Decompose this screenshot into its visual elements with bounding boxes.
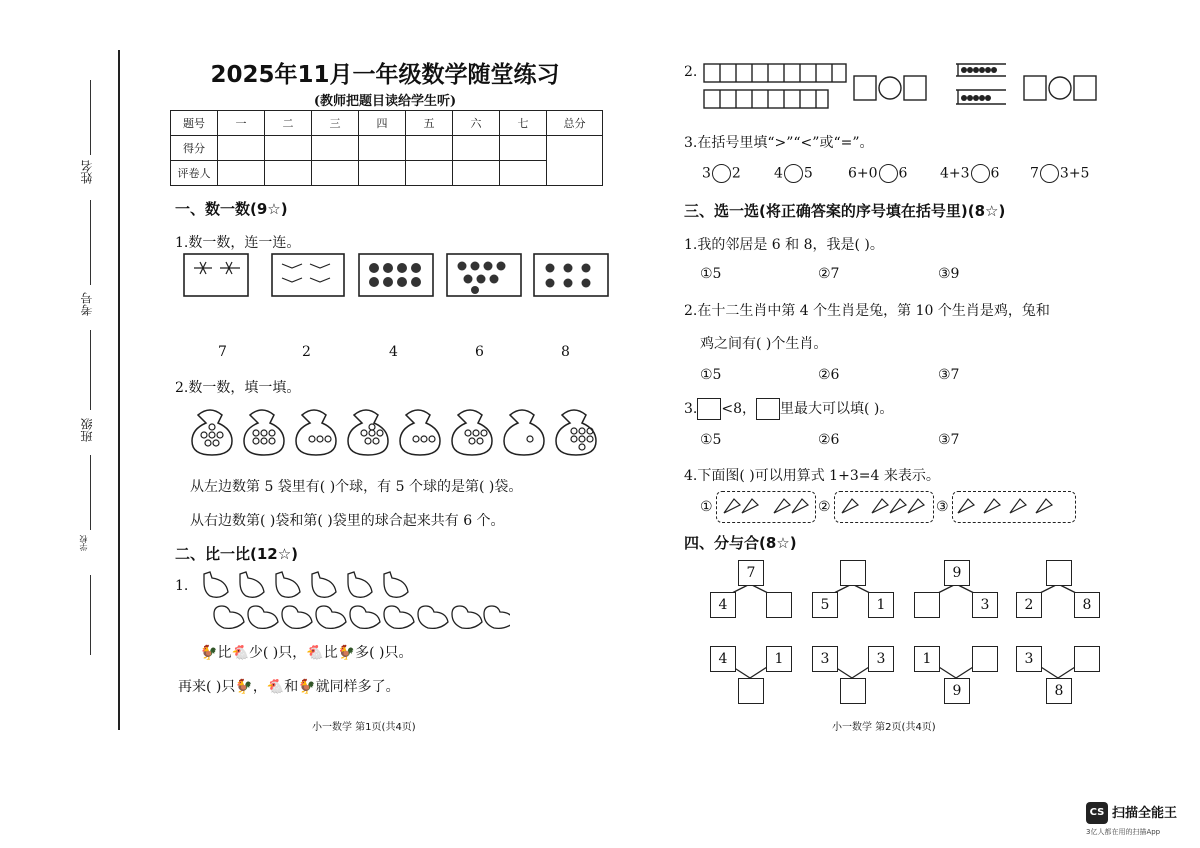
part-box[interactable]: 2 (1016, 592, 1042, 618)
option: ③7 (938, 367, 960, 383)
s1-q2-line1: 从左边数第 5 袋里有( )个球，有 5 个球的是第( )袋。 (190, 479, 523, 495)
count-number: 6 (475, 344, 484, 360)
option: ①5 (700, 367, 722, 383)
part-box[interactable]: 4 (710, 592, 736, 618)
part-box[interactable]: 8 (1074, 592, 1100, 618)
total-box[interactable]: 8 (1046, 678, 1072, 704)
compare-item: 7 3+5 (1030, 165, 1090, 182)
part-box[interactable] (1074, 646, 1100, 672)
part-box[interactable]: 1 (868, 592, 894, 618)
part-box[interactable]: 4 (710, 646, 736, 672)
part-box[interactable] (914, 592, 940, 618)
part-box[interactable] (766, 592, 792, 618)
s3-q1: 1.我的邻居是 6 和 8，我是( )。 (684, 237, 884, 253)
option: ③ (936, 499, 949, 515)
brand-tagline: 3亿人都在用的扫描App (1086, 828, 1161, 836)
part-box[interactable]: 3 (1016, 646, 1042, 672)
hen-icon: 🐔 (306, 645, 324, 661)
option: ②6 (818, 367, 840, 383)
extra-line (90, 575, 91, 655)
school-label: 学校 (79, 535, 88, 551)
section2-heading: 二、比一比(12☆) (175, 545, 299, 563)
total-box[interactable] (840, 560, 866, 586)
section4-heading: 四、分与合(8☆) (684, 534, 797, 552)
option: ①5 (700, 266, 722, 282)
ball-bags (190, 405, 600, 457)
s1-q1-text: 1.数一数，连一连。 (175, 235, 301, 251)
total-box[interactable]: 7 (738, 560, 764, 586)
score-header-cell: 一 (218, 111, 265, 136)
total-box[interactable] (1046, 560, 1072, 586)
score-header-cell: 题号 (171, 111, 218, 136)
count-number: 8 (561, 344, 570, 360)
count-number: 7 (218, 344, 227, 360)
count-number: 2 (302, 344, 311, 360)
picture-boxes (182, 252, 612, 300)
part-box[interactable] (972, 646, 998, 672)
part-box[interactable]: 3 (972, 592, 998, 618)
option: ③9 (938, 266, 960, 282)
brand-name: 扫描全能王 (1112, 806, 1178, 821)
name-label: 姓名 (80, 160, 94, 184)
part-box[interactable]: 3 (812, 646, 838, 672)
compare-item: 3 2 (702, 165, 741, 182)
count-number: 4 (389, 344, 398, 360)
hen-icon: 🐔 (266, 679, 285, 695)
exam-number-label: 考号 (80, 292, 94, 316)
s2-q1-number: 1. (175, 578, 189, 594)
school-line (90, 455, 91, 530)
option: ② (818, 499, 831, 515)
shuttlecock-icons (720, 495, 1080, 519)
score-header-cell: 七 (500, 111, 547, 136)
s3-q2a: 2.在十二生肖中第 4 个生肖是兔，第 10 个生肖是鸡，兔和 (684, 303, 1050, 319)
score-header-cell: 总分 (547, 111, 603, 136)
camscanner-logo-icon: CS (1086, 802, 1108, 824)
score-header-cell: 三 (312, 111, 359, 136)
binding-line (118, 50, 120, 730)
option: ②6 (818, 432, 840, 448)
part-box[interactable]: 3 (868, 646, 894, 672)
s1-q2-text: 2.数一数，填一填。 (175, 380, 301, 396)
rooster-hen-rows (200, 570, 510, 634)
footer-left: 小一数学 第1页(共4页) (312, 722, 416, 733)
score-header-cell: 五 (406, 111, 453, 136)
rooster-icon: 🐓 (200, 645, 218, 661)
part-box[interactable]: 5 (812, 592, 838, 618)
cubes-and-abacus (702, 60, 1112, 116)
score-row-label: 评卷人 (171, 161, 218, 186)
score-table (170, 110, 603, 186)
score-row-label: 得分 (171, 136, 218, 161)
r-q3-text: 3.在括号里填“>”“<”或“=”。 (684, 135, 874, 151)
s3-q4: 4.下面图( )可以用算式 1+3=4 来表示。 (684, 468, 940, 484)
total-box[interactable]: 9 (944, 678, 970, 704)
compare-item: 6+0 6 (848, 165, 908, 182)
class-line (90, 330, 91, 410)
rooster-icon: 🐓 (298, 679, 316, 695)
option: ②7 (818, 266, 840, 282)
score-header-cell: 四 (359, 111, 406, 136)
rooster-icon: 🐓 (235, 679, 253, 695)
option: ① (700, 499, 713, 515)
total-box[interactable] (840, 678, 866, 704)
total-box[interactable]: 9 (944, 560, 970, 586)
hen-icon: 🐔 (231, 645, 249, 661)
s3-q3: 3. <8， 里最大可以填( )。 (684, 398, 893, 420)
part-box[interactable]: 1 (766, 646, 792, 672)
part-box[interactable]: 1 (914, 646, 940, 672)
number-line (90, 200, 91, 285)
section3-heading: 三、选一选(将正确答案的序号填在括号里)(8☆) (684, 202, 1006, 220)
s3-q2b: 鸡之间有( )个生肖。 (700, 336, 828, 352)
option: ③7 (938, 432, 960, 448)
s2-line2: 再来( )只🐓，🐔和🐓就同样多了。 (178, 679, 400, 695)
name-line (90, 80, 91, 155)
score-header-cell: 二 (265, 111, 312, 136)
page-subtitle: (教师把题目读给学生听) (313, 94, 457, 109)
section1-heading: 一、数一数(9☆) (175, 200, 288, 218)
s2-line1: 🐓比🐔少( )只，🐔比🐓多( )只。 (200, 645, 413, 661)
compare-item: 4+3 6 (940, 165, 1000, 182)
option: ①5 (700, 432, 722, 448)
footer-right: 小一数学 第2页(共4页) (832, 722, 936, 733)
score-header-cell: 六 (453, 111, 500, 136)
page-title: 2025年11月一年级数学随堂练习 (210, 62, 560, 88)
r-q2-number: 2. (684, 64, 698, 80)
total-box[interactable] (738, 678, 764, 704)
rooster-icon: 🐓 (337, 645, 356, 661)
compare-item: 4 5 (774, 165, 813, 182)
class-label: 班级 (80, 418, 94, 442)
s1-q2-line2: 从右边数第( )袋和第( )袋里的球合起来共有 6 个。 (190, 513, 505, 529)
